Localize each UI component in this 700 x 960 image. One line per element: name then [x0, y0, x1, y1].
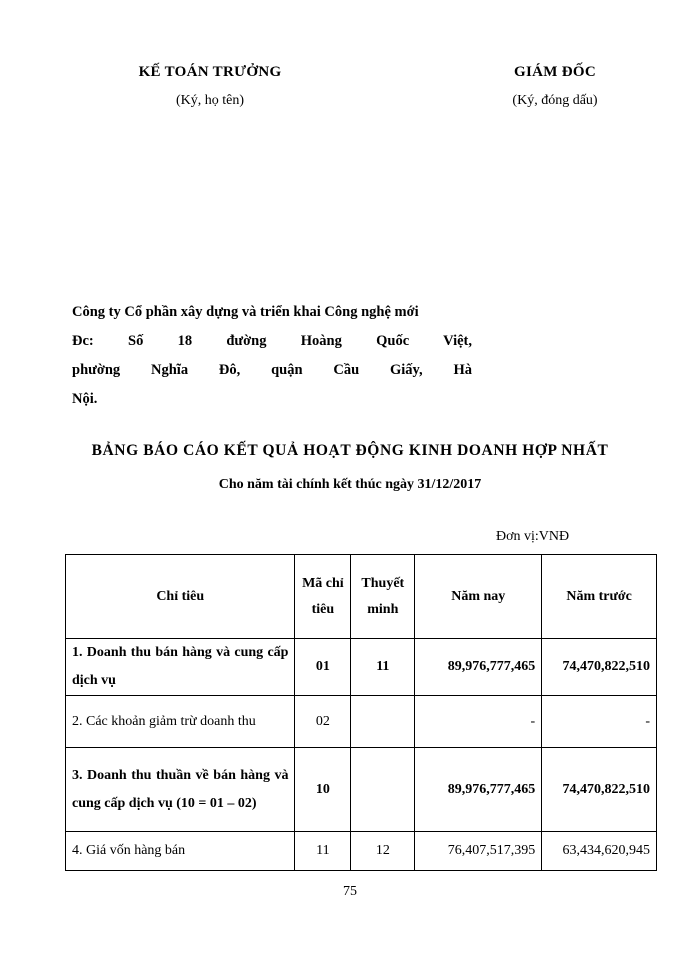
- company-info: [72, 298, 472, 414]
- row-name: 1. Doanh thu bán hàng và cung cấp dịch vụ: [66, 639, 295, 696]
- header-nam-nay: Năm nay: [415, 555, 542, 639]
- currency-unit: Đơn vị:VNĐ: [496, 529, 570, 544]
- row-current-year: -: [415, 696, 542, 748]
- header-ma-chi-tieu: Mã chỉ tiêu: [295, 555, 351, 639]
- row-note: 12: [351, 832, 415, 871]
- chief-accountant-title: KẾ TOÁN TRƯỞNG: [138, 64, 282, 80]
- company-name: Công ty Cổ phần xây dựng và triển khai Công nghệ mới: [72, 304, 419, 320]
- row-name: 2. Các khoản giảm trừ doanh thu: [66, 696, 295, 748]
- row-current-year: 89,976,777,465: [415, 639, 542, 696]
- director-note: (Ký, đóng dấu): [512, 93, 598, 108]
- header-thuyet-minh: Thuyết minh: [351, 555, 415, 639]
- row-note: [351, 696, 415, 748]
- table-header-row: [66, 555, 657, 639]
- company-address-line-2: phường Nghĩa Đô, quận Cầu Giấy, Hà: [72, 362, 472, 378]
- row-current-year: 76,407,517,395: [415, 832, 542, 871]
- row-previous-year: 74,470,822,510: [542, 639, 657, 696]
- company-address-line-3: Nội.: [72, 391, 98, 407]
- row-code: 10: [295, 748, 351, 832]
- chief-accountant-note: (Ký, họ tên): [175, 93, 245, 108]
- header-chi-tieu: Chỉ tiêu: [66, 555, 295, 639]
- row-note: 11: [351, 639, 415, 696]
- row-note: [351, 748, 415, 832]
- company-address-line-1: Đc: Số 18 đường Hoàng Quốc Việt,: [72, 333, 472, 349]
- chief-accountant-signature-block: [130, 64, 290, 109]
- row-name: 4. Giá vốn hàng bán: [66, 832, 295, 871]
- row-current-year: 89,976,777,465: [415, 748, 542, 832]
- table-row: [66, 639, 657, 696]
- director-title: GIÁM ĐỐC: [514, 64, 596, 80]
- income-statement-table: [65, 554, 657, 871]
- director-signature-block: [470, 64, 640, 109]
- table-row: [66, 696, 657, 748]
- page-number: 75: [343, 884, 357, 899]
- table-row: [66, 748, 657, 832]
- header-nam-truoc: Năm trước: [542, 555, 657, 639]
- row-code: 01: [295, 639, 351, 696]
- row-code: 02: [295, 696, 351, 748]
- row-previous-year: -: [542, 696, 657, 748]
- row-code: 11: [295, 832, 351, 871]
- report-subtitle: Cho năm tài chính kết thúc ngày 31/12/2017: [218, 477, 482, 492]
- row-previous-year: 63,434,620,945: [542, 832, 657, 871]
- row-name: 3. Doanh thu thuần về bán hàng và cung cấp dịch vụ (10 = 01 – 02): [66, 748, 295, 832]
- report-title: BẢNG BÁO CÁO KẾT QUẢ HOẠT ĐỘNG KINH DOANH HỢP NHẤT: [91, 442, 609, 459]
- table-row: [66, 832, 657, 871]
- row-previous-year: 74,470,822,510: [542, 748, 657, 832]
